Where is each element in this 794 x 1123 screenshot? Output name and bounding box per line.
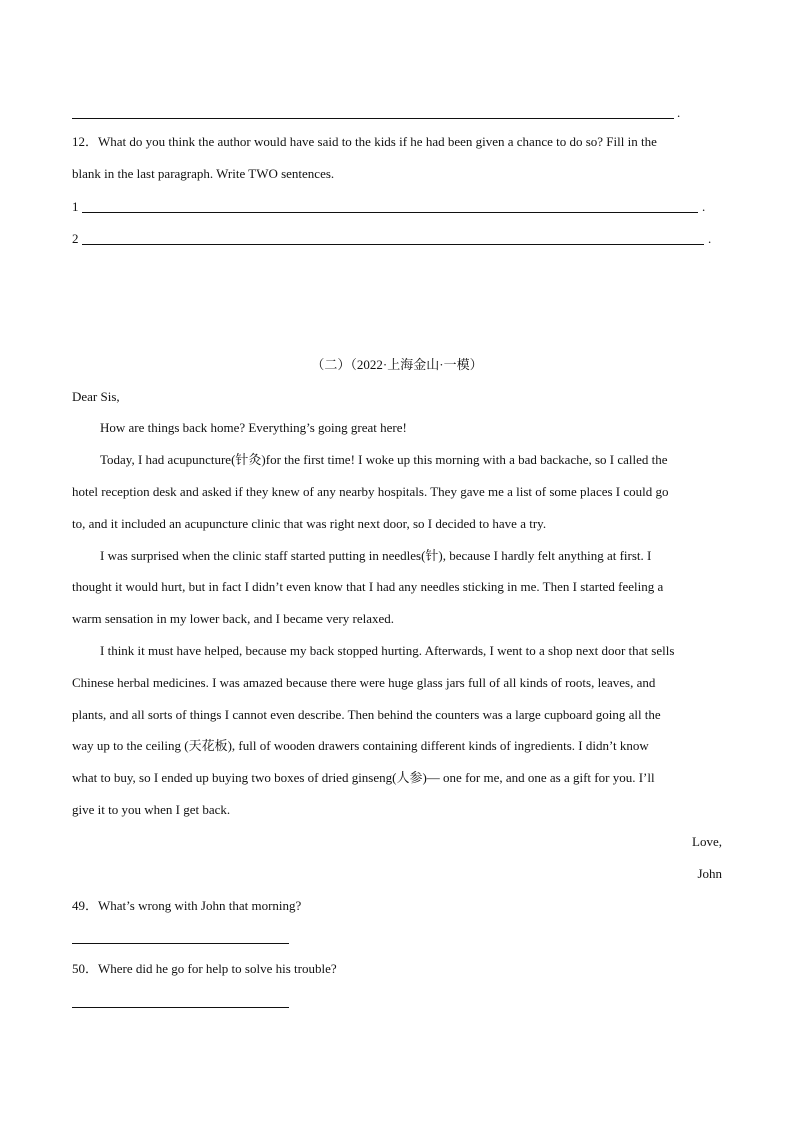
letter-paragraph-2-line-2: hotel reception desk and asked if they knew of any nearby hospitals. They gave me a list of some places I could go <box>72 484 669 499</box>
letter-signature: John <box>697 866 722 881</box>
section-title: （二）（2022·上海金山·一模） <box>311 357 483 372</box>
letter-greeting: Dear Sis, <box>72 389 120 404</box>
letter-paragraph-2-line-1: Today, I had acupuncture(针灸)for the first time! I woke up this morning with a bad backache, so I called the <box>100 452 668 467</box>
letter-paragraph-3-line-3: warm sensation in my lower back, and I became very relaxed. <box>72 611 394 626</box>
letter-closing: Love, <box>692 834 722 849</box>
letter-paragraph-4-line-2: Chinese herbal medicines. I was amazed because there were huge glass jars full of all kinds of roots, leaves, and <box>72 675 656 690</box>
letter-paragraph-4-line-1: I think it must have helped, because my back stopped hurting. Afterwards, I went to a shop next door that sells <box>100 643 675 658</box>
answer-1-line[interactable] <box>82 212 698 213</box>
answer-2-end-mark: . <box>708 231 712 246</box>
answer-1-end-mark: . <box>702 199 706 214</box>
question-12-line-1: 12．What do you think the author would have said to the kids if he had been given a chance to do so? Fill in the <box>72 134 657 149</box>
answer-1-label: 1 <box>72 199 79 214</box>
letter-paragraph-4-line-6: give it to you when I get back. <box>72 802 231 817</box>
letter-paragraph-3-line-2: thought it would hurt, but in fact I didn’t even know that I had any needles sticking in me. Then I started feeling a <box>72 579 664 594</box>
question-50: 50．Where did he go for help to solve his trouble? <box>72 961 337 976</box>
letter-paragraph-4-line-5: what to buy, so I ended up buying two boxes of dried ginseng(人参)— one for me, and one as a gift for you. I’ll <box>72 770 655 785</box>
answer-line-top[interactable] <box>72 118 674 119</box>
answer-line-end-mark: . <box>677 105 681 120</box>
letter-paragraph-4-line-4: way up to the ceiling (天花板), full of wooden drawers containing different kinds of ingredients. I didn’t know <box>72 738 649 753</box>
letter-paragraph-2-line-3: to, and it included an acupuncture clinic that was right next door, so I decided to have a try. <box>72 516 547 531</box>
answer-50-line[interactable] <box>72 1007 289 1008</box>
answer-2-label: 2 <box>72 231 79 246</box>
answer-49-line[interactable] <box>72 943 289 944</box>
answer-2-line[interactable] <box>82 244 704 245</box>
question-49: 49．What’s wrong with John that morning? <box>72 898 302 913</box>
question-12-line-2: blank in the last paragraph. Write TWO sentences. <box>72 166 335 181</box>
letter-paragraph-1: How are things back home? Everything’s going great here! <box>100 420 407 435</box>
letter-paragraph-3-line-1: I was surprised when the clinic staff started putting in needles(针), because I hardly felt anything at first. I <box>100 548 652 563</box>
letter-paragraph-4-line-3: plants, and all sorts of things I cannot even describe. Then behind the counters was a large cupboard going all the <box>72 707 661 722</box>
